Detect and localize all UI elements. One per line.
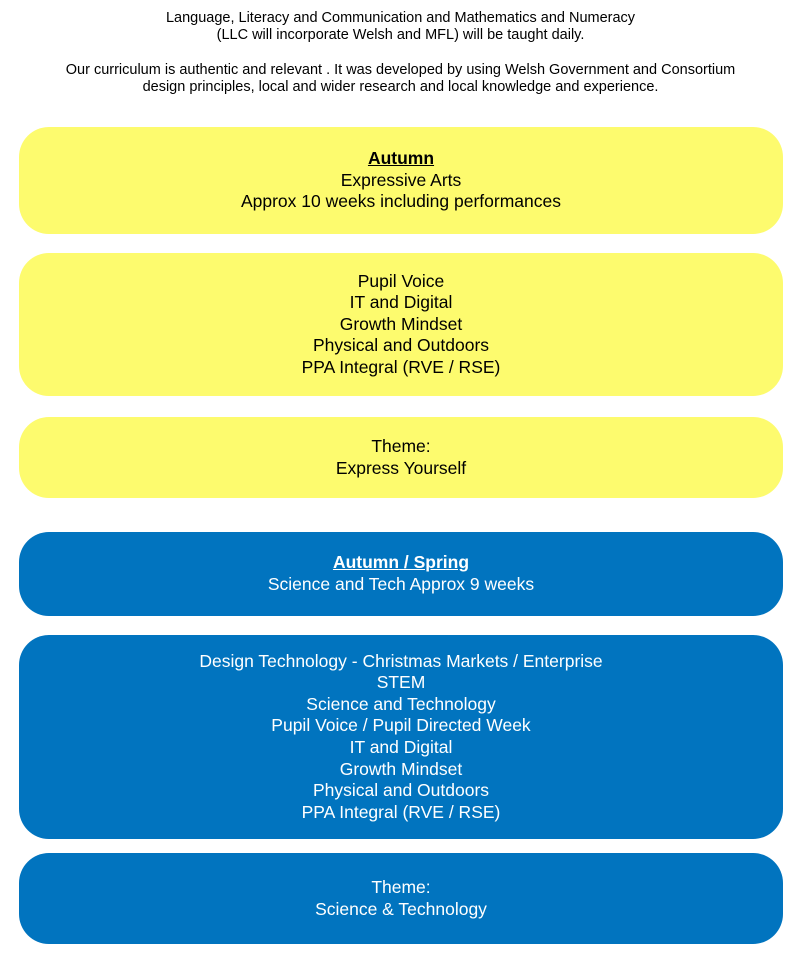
theme-name: Science & Technology <box>315 898 487 919</box>
theme-name: Express Yourself <box>335 457 467 478</box>
autumn-theme-box <box>19 417 783 498</box>
autumn-spring-term-header-box <box>19 532 783 616</box>
intro-curriculum-statement <box>0 62 801 96</box>
learning-area-item: IT and Digital <box>349 737 453 757</box>
learning-area-item: Physical and Outdoors <box>312 335 490 356</box>
term-duration: Approx 10 weeks including performances <box>240 191 562 212</box>
learning-area-item: Pupil Voice / Pupil Directed Week <box>271 715 531 736</box>
intro-daily-teaching <box>0 10 801 44</box>
term-heading: Autumn <box>367 148 435 169</box>
intro-text-line: (LLC will incorporate Welsh and MFL) will be taught daily. <box>216 27 585 43</box>
learning-area-item: STEM <box>376 672 426 693</box>
learning-area-item: Design Technology - Christmas Markets / Enterprise <box>199 650 603 671</box>
term-subject: Expressive Arts <box>340 169 462 190</box>
intro-text-line: design principles, local and wider research and local knowledge and experience. <box>142 79 659 95</box>
term-heading: Autumn / Spring <box>332 552 470 573</box>
term-subject-duration: Science and Tech Approx 9 weeks <box>267 574 535 594</box>
learning-area-item: Growth Mindset <box>339 758 463 779</box>
learning-area-item: Pupil Voice <box>357 270 445 291</box>
autumn-term-header-box <box>19 127 783 234</box>
intro-text-line: Our curriculum is authentic and relevant . It was developed by using Welsh Government and Consortium <box>65 62 736 78</box>
learning-area-item: Science and Technology <box>306 693 496 714</box>
learning-area-item: Growth Mindset <box>339 313 463 334</box>
intro-text-line: Language, Literacy and Communication and Mathematics and Numeracy <box>165 10 636 26</box>
learning-area-item: PPA Integral (RVE / RSE) <box>301 356 501 377</box>
theme-label: Theme: <box>371 876 431 897</box>
theme-label: Theme: <box>371 435 431 456</box>
autumn-learning-areas-box <box>19 253 783 396</box>
learning-area-item: PPA Integral (RVE / RSE) <box>301 801 501 822</box>
autumn-spring-theme-box <box>19 853 783 944</box>
learning-area-item: Physical and Outdoors <box>312 780 490 801</box>
learning-area-item: IT and Digital <box>349 292 453 313</box>
autumn-spring-learning-areas-box <box>19 635 783 839</box>
